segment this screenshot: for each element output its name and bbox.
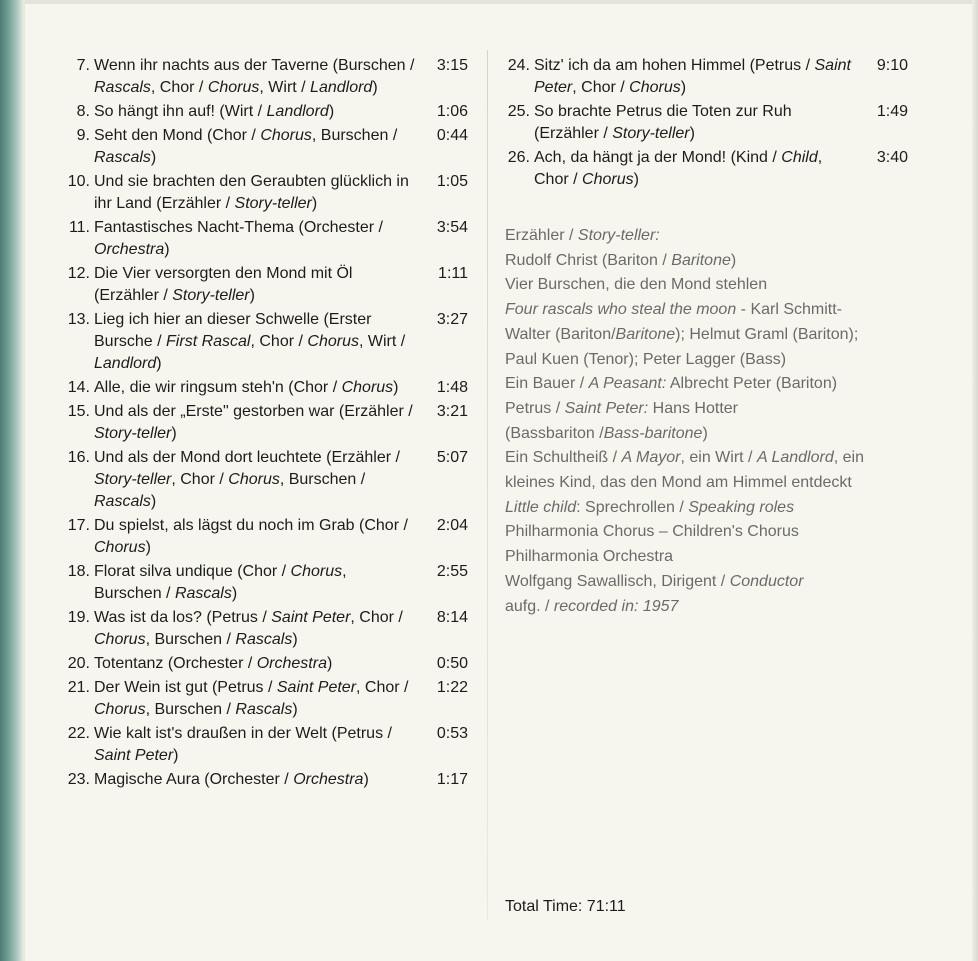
track-number: 21. — [67, 679, 90, 696]
track-number: 12. — [67, 265, 90, 282]
english-translation: Baritone — [615, 325, 676, 343]
text-segment: , ein Wirt / — [680, 449, 757, 467]
text-segment: ) — [702, 424, 708, 442]
track-duration: 8:14 — [436, 609, 468, 626]
english-translation: Story-teller — [234, 195, 312, 212]
text-segment: , Burschen / — [145, 631, 236, 648]
track-title — [60, 309, 480, 375]
english-translation: A Landlord — [756, 449, 834, 467]
track-duration: 1:11 — [438, 265, 468, 282]
english-translation: Orchestra — [94, 241, 165, 258]
text-segment: , Burschen / — [311, 127, 398, 144]
credit-line — [505, 471, 935, 496]
track-row — [60, 607, 480, 651]
text-segment: ) — [156, 355, 162, 372]
text-segment: Was ist da los? (Petrus / — [94, 609, 272, 626]
track-row — [60, 217, 480, 261]
performer-credits — [505, 224, 935, 619]
credit-line — [505, 520, 935, 545]
text-segment: ) — [328, 103, 335, 120]
text-segment: ); Helmut Graml (Bariton); — [675, 325, 859, 343]
text-segment: ) — [231, 585, 238, 602]
text-segment: Vier Burschen, die den Mond stehlen — [505, 276, 768, 294]
text-segment: Sitz' ich da am hohen Himmel (Petrus / — [534, 57, 815, 74]
text-segment: , Burschen / — [94, 563, 347, 602]
english-translation: Rascals — [94, 493, 151, 510]
text-segment: So hängt ihn auf! (Wirt / — [94, 103, 267, 120]
english-translation: Chorus — [94, 631, 146, 648]
english-translation: Saint Peter — [276, 679, 357, 696]
text-segment: Wolfgang Sawallisch, Dirigent / — [505, 572, 730, 590]
track-duration: 9:10 — [876, 57, 908, 74]
track-number: 17. — [67, 517, 90, 534]
page-top-edge — [0, 0, 978, 4]
track-duration: 3:40 — [876, 149, 908, 166]
track-duration: 2:04 — [436, 517, 468, 534]
track-number: 8. — [76, 103, 90, 120]
track-row — [60, 263, 480, 307]
track-number: 19. — [67, 609, 90, 626]
credit-line — [505, 298, 935, 323]
text-segment: Fantastisches Nacht-Thema (Orchester / — [94, 219, 383, 236]
text-segment: kleines Kind, das den Mond am Himmel entdeckt — [505, 474, 852, 492]
text-segment: Wenn ihr nachts aus der Taverne (Burschen / — [94, 57, 415, 74]
tracklist-left-column — [60, 55, 480, 793]
text-segment: ) — [311, 195, 318, 212]
track-number: 25. — [507, 103, 530, 120]
track-number: 9. — [76, 127, 90, 144]
english-translation: Conductor — [729, 572, 804, 590]
track-duration: 1:48 — [436, 379, 468, 396]
track-title — [60, 447, 480, 513]
text-segment: Und sie brachten den Geraubten glücklich in ihr Land (Erzähler / — [94, 173, 409, 212]
text-segment: ) — [730, 251, 737, 269]
english-translation: Story-teller: — [577, 227, 660, 244]
credit-line — [505, 323, 935, 348]
english-translation: Orchestra — [293, 771, 364, 788]
track-title — [60, 377, 480, 399]
track-row — [60, 447, 480, 513]
track-number: 13. — [67, 311, 90, 328]
track-title — [60, 55, 480, 99]
text-segment: ) — [150, 493, 157, 510]
credit-line — [505, 372, 935, 397]
track-number: 26. — [507, 149, 530, 166]
track-row — [500, 101, 920, 145]
track-number: 10. — [67, 173, 90, 190]
english-translation: Chorus — [94, 539, 146, 556]
track-row — [60, 653, 480, 675]
text-segment: Alle, die wir ringsum steh'n (Chor / — [94, 379, 342, 396]
track-title — [60, 263, 480, 307]
text-segment: Der Wein ist gut (Petrus / — [94, 679, 277, 696]
text-segment: ) — [372, 79, 378, 96]
track-number: 24. — [507, 57, 530, 74]
track-duration: 3:15 — [436, 57, 468, 74]
track-number: 18. — [67, 563, 90, 580]
text-segment: Albrecht Peter (Bariton) — [666, 375, 838, 393]
track-row — [500, 147, 920, 191]
track-duration: 2:55 — [436, 563, 468, 580]
english-translation: Orchestra — [256, 655, 327, 672]
english-translation: Landlord — [94, 355, 157, 372]
english-translation: Saint Peter — [271, 609, 351, 626]
track-duration: 1:22 — [436, 679, 468, 696]
text-segment: ) — [680, 79, 687, 96]
track-title — [60, 515, 480, 559]
text-segment: , Chor / — [572, 79, 630, 96]
text-segment: : Sprechrollen / — [576, 498, 689, 516]
english-translation: Rascals — [174, 585, 232, 602]
track-title — [500, 55, 920, 99]
text-segment: ) — [171, 425, 177, 442]
track-row — [500, 55, 920, 99]
track-duration: 3:21 — [436, 403, 468, 420]
credit-line — [505, 496, 935, 521]
credit-line — [505, 570, 935, 595]
column-divider — [487, 50, 488, 920]
english-translation: Speaking roles — [688, 498, 795, 516]
credit-line — [505, 422, 935, 447]
text-segment: (Bassbariton / — [505, 424, 604, 442]
english-translation: Chorus — [207, 79, 260, 96]
credit-line — [505, 348, 935, 373]
text-segment: , Chor / — [356, 679, 409, 696]
credit-line — [505, 249, 935, 274]
text-segment: Totentanz (Orchester / — [94, 655, 257, 672]
track-row — [60, 515, 480, 559]
english-translation: Rascals — [94, 149, 151, 166]
text-segment: Petrus / — [505, 399, 565, 417]
text-segment: ) — [164, 241, 170, 258]
english-translation: Saint Peter — [94, 747, 174, 764]
text-segment: , Burschen / — [145, 701, 236, 718]
page-right-edge — [972, 0, 978, 961]
english-translation: Saint Peter: — [564, 399, 649, 417]
track-number: 14. — [67, 379, 90, 396]
text-segment: , ein — [833, 449, 864, 467]
english-translation: Chorus — [582, 171, 634, 188]
text-segment: Philharmonia Chorus – Children's Chorus — [505, 523, 799, 541]
english-translation: Story-teller — [94, 425, 172, 442]
credit-line — [505, 595, 935, 620]
credit-line — [505, 397, 935, 422]
track-title — [60, 769, 480, 791]
text-segment: Walter (Bariton/ — [505, 325, 616, 343]
track-number: 11. — [68, 219, 90, 236]
track-row — [60, 723, 480, 767]
track-title — [60, 171, 480, 215]
english-translation: Child — [781, 149, 818, 166]
english-translation: Rascals — [235, 631, 293, 648]
track-title — [60, 653, 480, 675]
track-number: 20. — [67, 655, 90, 672]
track-title — [60, 607, 480, 651]
english-translation: Landlord — [310, 79, 373, 96]
track-row — [60, 101, 480, 123]
text-segment: Paul Kuen (Tenor); Peter Lagger (Bass) — [505, 350, 787, 368]
english-translation: Rascals — [235, 701, 293, 718]
english-translation: Saint Peter — [534, 57, 851, 96]
track-title — [60, 125, 480, 169]
text-segment: So brachte Petrus die Toten zur Ruh (Erzähler / — [534, 103, 792, 142]
english-translation: Baritone — [671, 251, 731, 269]
track-title — [60, 401, 480, 445]
english-translation: Story-teller — [612, 125, 690, 142]
text-segment: ) — [633, 171, 639, 188]
text-segment: Hans Hotter — [648, 399, 738, 417]
english-translation: recorded in: 1957 — [553, 597, 679, 615]
track-row — [60, 377, 480, 399]
track-duration: 1:17 — [436, 771, 468, 788]
english-translation: Little child — [505, 498, 577, 516]
track-duration: 1:05 — [436, 173, 468, 190]
track-row — [60, 401, 480, 445]
text-segment: ) — [249, 287, 255, 304]
track-row — [60, 309, 480, 375]
credit-line — [505, 224, 935, 249]
english-translation: Chorus — [290, 563, 343, 580]
track-title — [500, 147, 920, 191]
track-duration: 3:54 — [436, 219, 468, 236]
english-translation: Chorus — [629, 79, 681, 96]
text-segment: , Chor / — [171, 471, 229, 488]
booklet-spine — [0, 0, 22, 961]
track-title — [60, 217, 480, 261]
text-segment: Rudolf Christ (Bariton / — [505, 251, 672, 269]
track-duration: 0:53 — [436, 725, 468, 742]
english-translation: Four rascals who steal the moon — [505, 301, 737, 319]
text-segment: Und als der Mond dort leuchtete (Erzähler / — [94, 449, 400, 466]
text-segment: ) — [292, 701, 298, 718]
track-duration: 0:50 — [436, 655, 468, 672]
text-segment: Und als der „Erste" gestorben war (Erzähler / — [94, 403, 413, 420]
text-segment: Die Vier versorgten den Mond mit Öl (Erzähler / — [94, 265, 353, 304]
track-number: 23. — [67, 771, 90, 788]
text-segment: Lieg ich hier an dieser Schwelle (Erster Bursche / — [94, 311, 372, 350]
track-row — [60, 125, 480, 169]
track-title — [60, 561, 480, 605]
track-title — [500, 101, 920, 145]
english-translation: Chorus — [307, 333, 359, 350]
text-segment: Ein Schultheiß / — [505, 449, 622, 467]
text-segment: aufg. / — [505, 597, 554, 615]
text-segment: , Wirt / — [259, 79, 311, 96]
text-segment: , Burschen / — [279, 471, 366, 488]
track-duration: 3:27 — [436, 311, 468, 328]
english-translation: A Mayor — [621, 449, 681, 467]
track-row — [60, 171, 480, 215]
track-duration: 0:44 — [436, 127, 468, 144]
text-segment: , Chor / — [534, 149, 823, 188]
text-segment: ) — [393, 379, 399, 396]
text-segment: - Karl Schmitt- — [736, 301, 843, 319]
text-segment: ) — [150, 149, 157, 166]
text-segment: Ach, da hängt ja der Mond! (Kind / — [534, 149, 782, 166]
total-time: Total Time: 71:11 — [505, 898, 626, 915]
credit-line — [505, 446, 935, 471]
english-translation: Story-teller — [94, 471, 172, 488]
text-segment: ) — [145, 539, 151, 556]
english-translation: Chorus — [341, 379, 394, 396]
track-title — [60, 101, 480, 123]
english-translation: First Rascal — [166, 333, 251, 350]
text-segment: Seht den Mond (Chor / — [94, 127, 261, 144]
track-duration: 1:06 — [436, 103, 468, 120]
track-number: 16. — [67, 449, 90, 466]
track-row — [60, 561, 480, 605]
text-segment: , Chor / — [350, 609, 403, 626]
track-title — [60, 677, 480, 721]
text-segment: ) — [292, 631, 298, 648]
english-translation: Chorus — [94, 701, 146, 718]
text-segment: ) — [363, 771, 369, 788]
english-translation: Chorus — [260, 127, 312, 144]
english-translation: Landlord — [266, 103, 329, 120]
english-translation: A Peasant: — [588, 375, 667, 393]
english-translation: Chorus — [228, 471, 280, 488]
text-segment: Erzähler / — [505, 227, 578, 244]
text-segment: , Chor / — [150, 79, 208, 96]
track-title — [60, 723, 480, 767]
credit-line — [505, 273, 935, 298]
tracklist-right-column — [500, 55, 920, 193]
text-segment: Wie kalt ist's draußen in der Welt (Petrus / — [94, 725, 392, 742]
text-segment: ) — [689, 125, 695, 142]
track-row — [60, 677, 480, 721]
text-segment: Philharmonia Orchestra — [505, 548, 674, 566]
text-segment: Magische Aura (Orchester / — [94, 771, 294, 788]
track-number: 7. — [76, 57, 90, 74]
track-number: 15. — [67, 403, 90, 420]
track-duration: 5:07 — [436, 449, 468, 466]
english-translation: Story-teller — [172, 287, 250, 304]
text-segment: Ein Bauer / — [505, 375, 589, 393]
text-segment: , Chor / — [250, 333, 308, 350]
text-segment: , Wirt / — [358, 333, 406, 350]
track-row — [60, 769, 480, 791]
english-translation: Bass-baritone — [603, 424, 703, 442]
english-translation: Rascals — [94, 79, 151, 96]
text-segment: Du spielst, als lägst du noch im Grab (Chor / — [94, 517, 408, 534]
track-row — [60, 55, 480, 99]
track-number: 22. — [67, 725, 90, 742]
text-segment: ) — [326, 655, 333, 672]
track-duration: 1:49 — [876, 103, 908, 120]
text-segment: Florat silva undique (Chor / — [94, 563, 291, 580]
text-segment: ) — [173, 747, 179, 764]
credit-line — [505, 545, 935, 570]
